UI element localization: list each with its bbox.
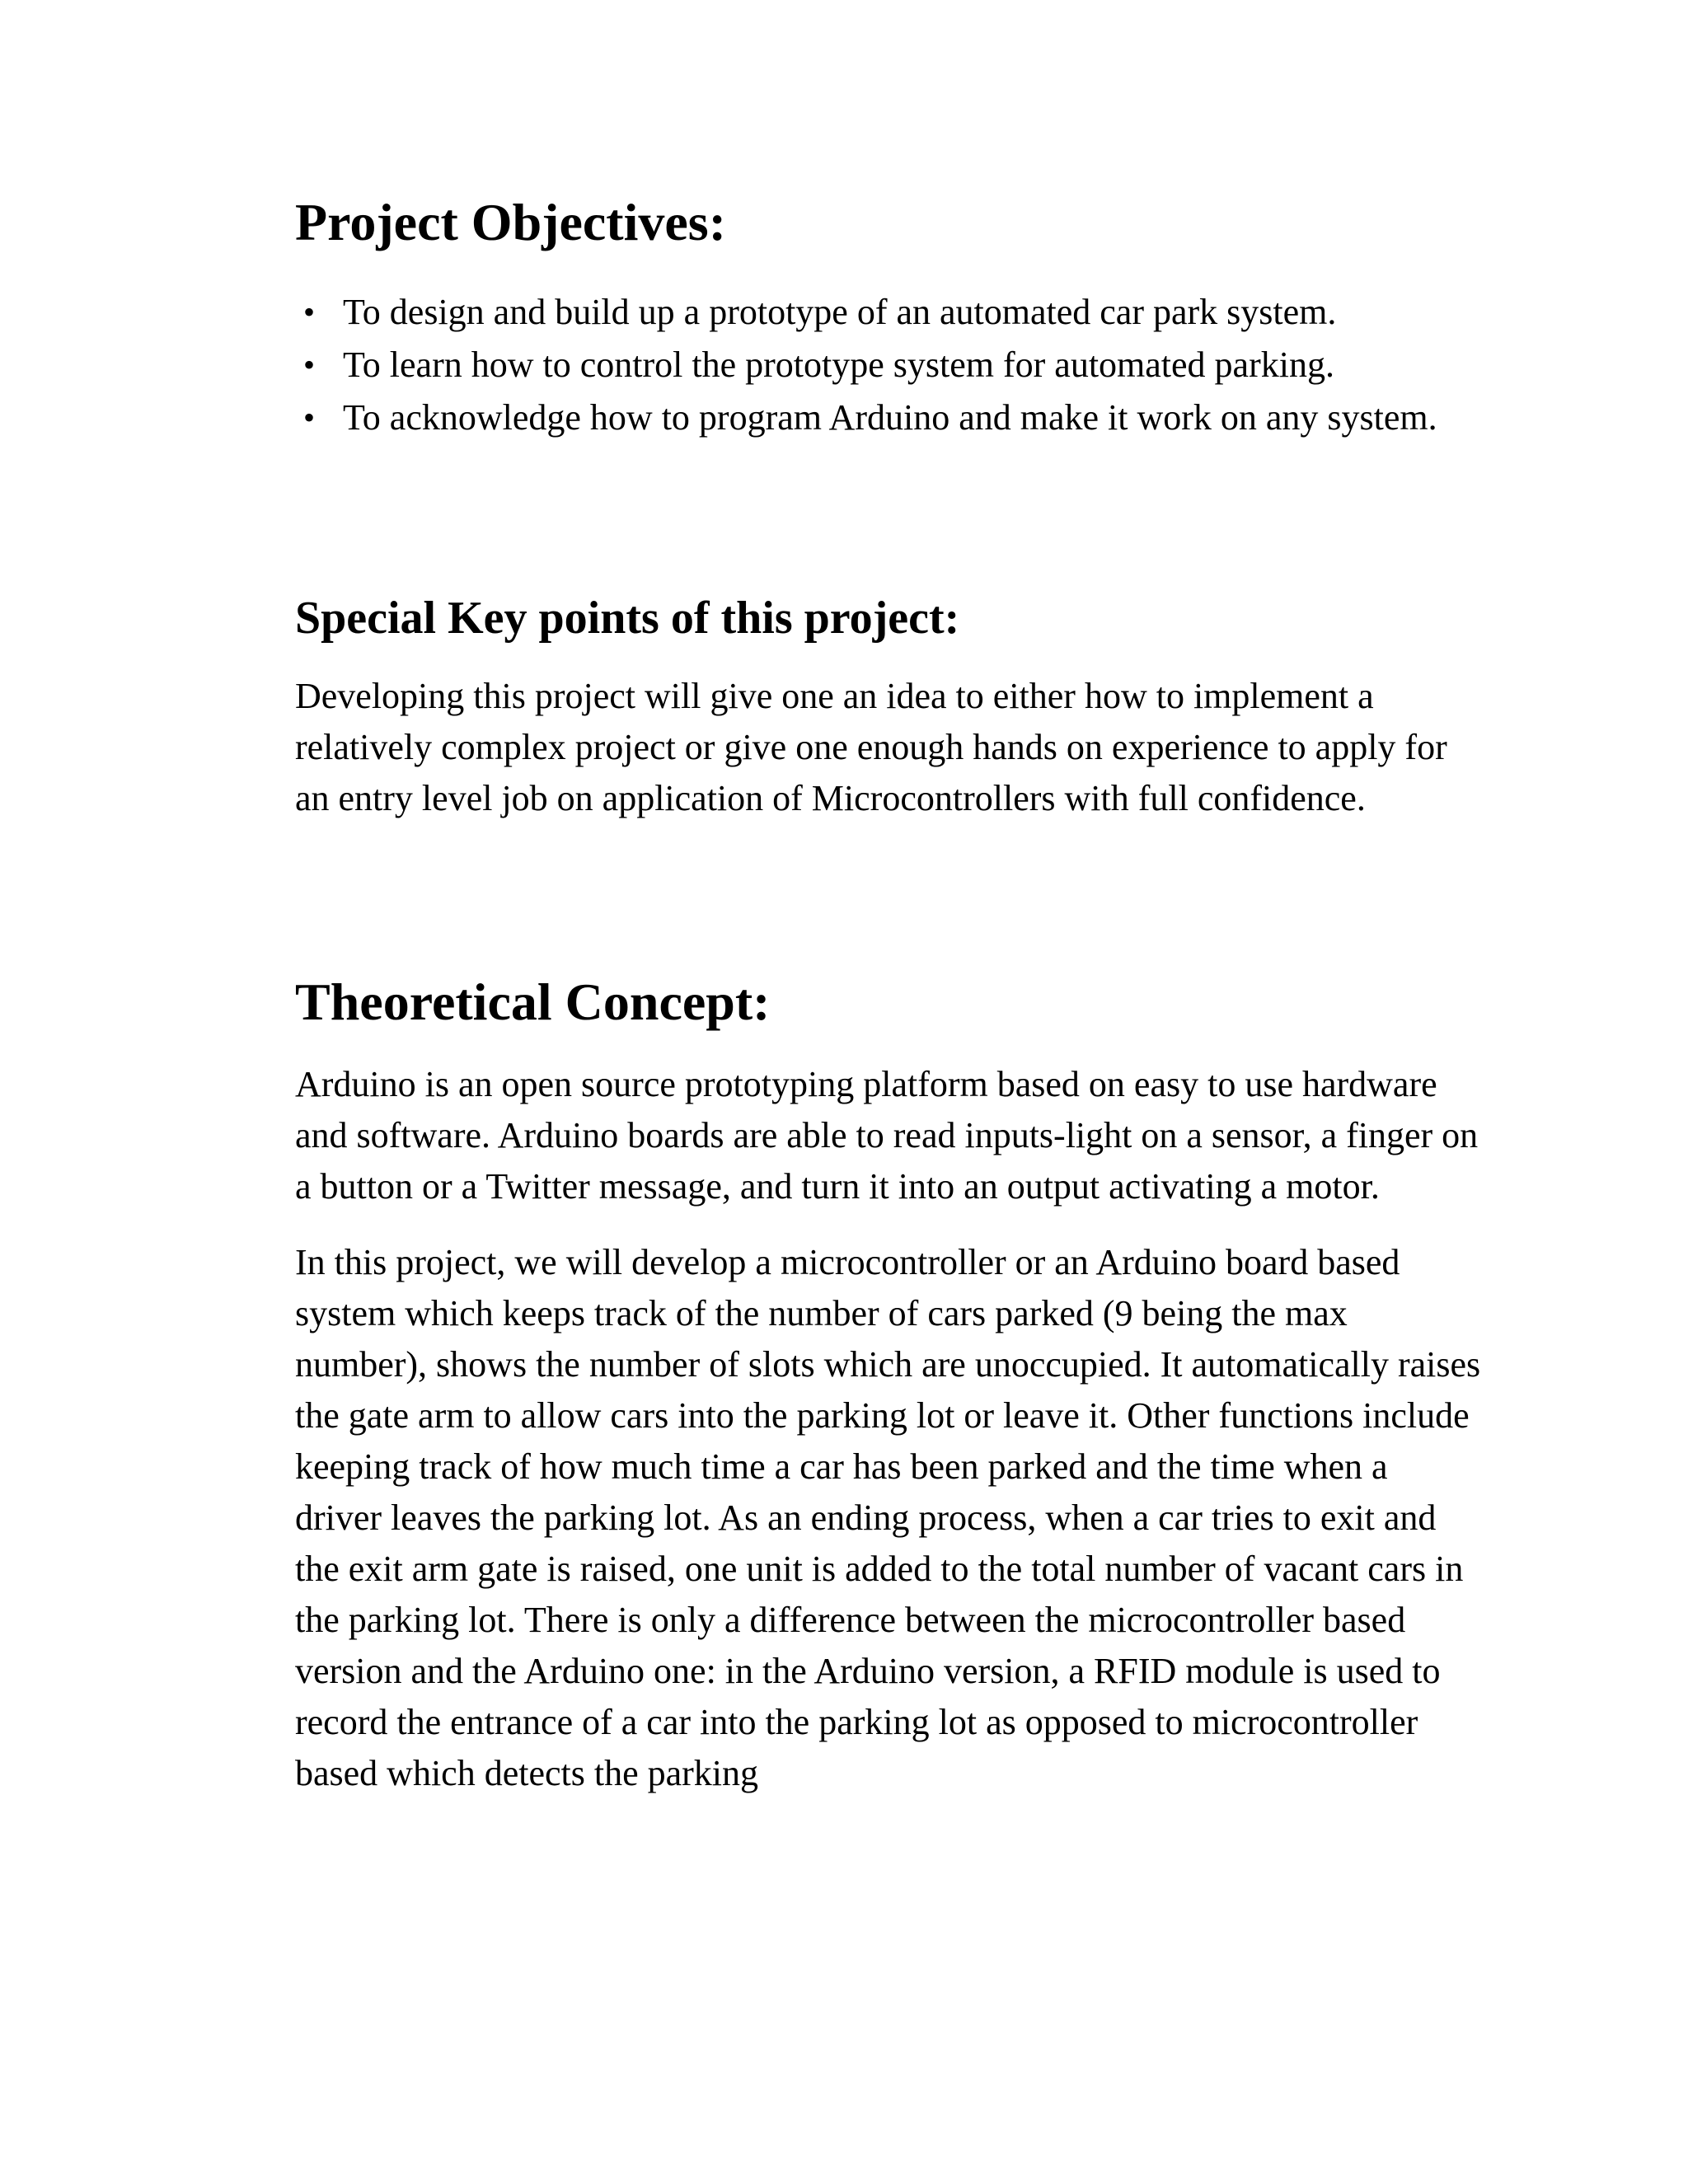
paragraph: Arduino is an open source prototyping platform based on easy to use hardware and software. Arduino boards are able to read inputs-light on a sensor, a finger on a button or a Twitter message, and turn it into an output activating a motor. [295, 1063, 1479, 1207]
section-heading-theoretical-concept: Theoretical Concept: [295, 972, 771, 1031]
bullet-dot-icon: • [303, 293, 316, 330]
bullet-dot-icon: • [303, 398, 316, 436]
list-item [295, 286, 1482, 339]
list-item-text: To acknowledge how to program Arduino and make it work on any system. [343, 396, 1437, 438]
section-heading-special-key-points: Special Key points of this project: [295, 592, 960, 644]
list-item [295, 339, 1482, 391]
section-heading-project-objectives: Project Objectives: [295, 193, 726, 251]
bullet-dot-icon: • [303, 345, 316, 383]
list-item-text: To learn how to control the prototype system for automated parking. [343, 344, 1334, 385]
paragraph: In this project, we will develop a microcontroller or an Arduino board based system which keeps track of the number of cars parked (9 being the max number), shows the number of slots which are unoccupied. It automatically raises the gate arm to allow cars into the parking lot or leave it. Other functions include keeping track of how much time a car has been parked and the time when a driver leaves the parking lot. As an ending process, when a car tries to exit and the exit arm gate is raised, one unit is added to the total number of vacant cars in the parking lot. There is only a difference between the microcontroller based version and the Arduino one: in the Arduino version, a RFID module is used to record the entrance of a car into the parking lot as opposed to microcontroller based which detects the parking [295, 1241, 1481, 1793]
list-item [295, 391, 1482, 444]
objectives-list [295, 286, 1482, 444]
paragraph: Developing this project will give one an idea to either how to implement a relatively complex project or give one enough hands on experience to apply for an entry level job on application of Microcontrollers with full confidence. [295, 675, 1447, 818]
list-item-text: To design and build up a prototype of an automated car park system. [343, 291, 1337, 332]
page-content [295, 191, 1482, 1799]
